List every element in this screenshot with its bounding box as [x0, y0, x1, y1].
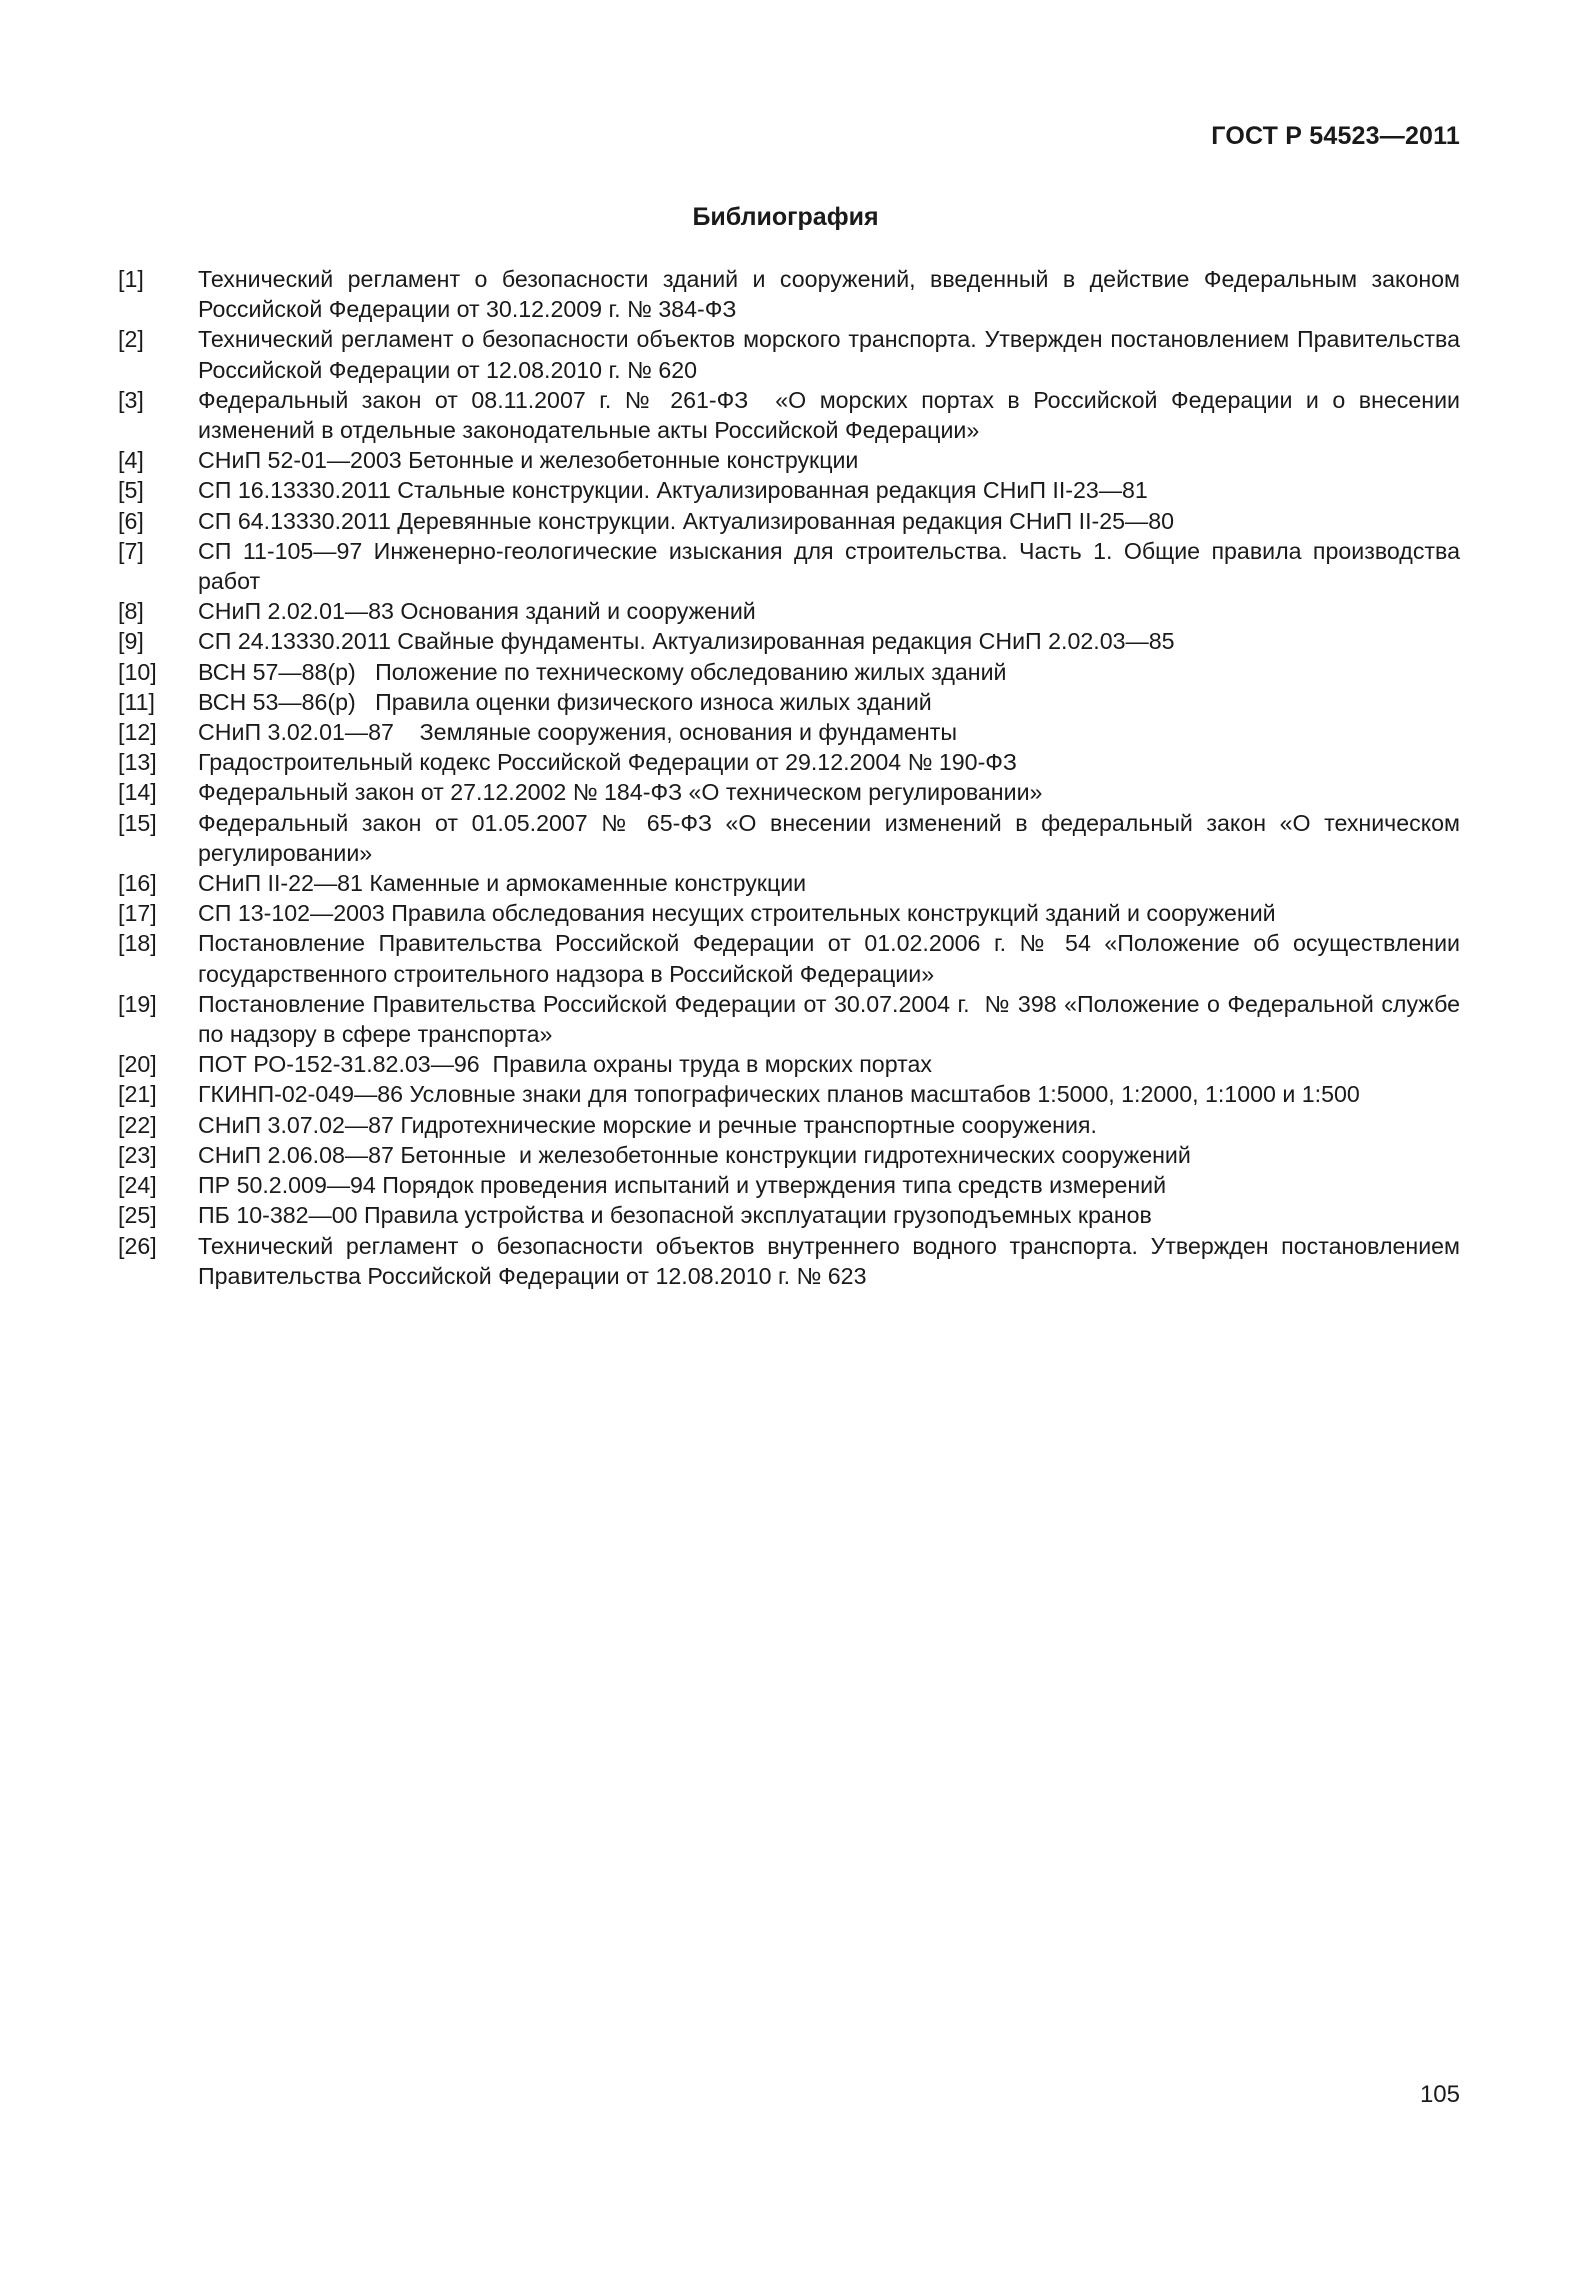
bibliography-entry [118, 989, 1467, 1049]
entry-number: [4] [118, 447, 144, 474]
entry-number: [25] [118, 1202, 157, 1229]
entry-text: СП 13-102—2003 Правила обследования несущих строительных конструкций зданий и сооружений [198, 900, 1276, 927]
entry-text: СП 16.13330.2011 Стальные конструкции. Актуализированная редакция СНиП II-23—81 [198, 477, 1148, 504]
entry-number: [7] [118, 537, 144, 564]
entry-text: ГКИНП-02-049—86 Условные знаки для топографических планов масштабов 1:5000, 1:2000, 1:1000 и 1:500 [198, 1081, 1360, 1108]
bibliography-entry [118, 868, 1460, 898]
entry-number: [21] [118, 1081, 157, 1108]
page-title: Библиография [692, 203, 879, 231]
entry-number: [19] [118, 990, 157, 1017]
entry-number: [24] [118, 1172, 157, 1199]
entry-number: [9] [118, 628, 144, 655]
entry-text: СНиП 2.02.01—83 Основания зданий и сооружений [198, 598, 756, 625]
page-number: 105 [1419, 2081, 1460, 2108]
entry-text: Федеральный закон от 08.11.2007 г. № 261-ФЗ «О морских портах в Российской Федерации и о внесении изменений в отдельные законодательные акты Российской Федерации» [198, 386, 1467, 444]
bibliography-entry [118, 596, 1460, 626]
entry-number: [14] [118, 779, 157, 806]
entry-text: ВСН 57—88(р) Положение по техническому обследованию жилых зданий [198, 658, 1007, 685]
entry-text: ПОТ РО-152-31.82.03—96 Правила охраны труда в морских портах [198, 1051, 932, 1078]
entry-text: Федеральный закон от 27.12.2002 № 184-ФЗ «О техническом регулировании» [198, 779, 1043, 806]
bibliography-entry [118, 898, 1460, 928]
entry-number: [11] [118, 688, 155, 715]
entry-number: [5] [118, 477, 144, 504]
entry-text: Градостроительный кодекс Российской Федерации от 29.12.2004 № 190-ФЗ [198, 749, 1017, 776]
entry-number: [13] [118, 749, 157, 776]
bibliography-entry [118, 1079, 1460, 1109]
bibliography-entry [118, 264, 1467, 324]
entry-text: Технический регламент о безопасности зданий и сооружений, введенный в действие Федеральным законом Российской Федерации от 30.12.2009 г. № 384-ФЗ [198, 266, 1467, 323]
bibliography-list [118, 264, 1467, 1291]
bibliography-entry [118, 385, 1467, 445]
entry-text: ПР 50.2.009—94 Порядок проведения испытаний и утверждения типа средств измерений [198, 1172, 1167, 1199]
bibliography-entry [118, 1170, 1460, 1200]
entry-number: [2] [118, 326, 144, 353]
entry-number: [23] [118, 1141, 157, 1168]
bibliography-entry [118, 1231, 1467, 1291]
entry-number: [3] [118, 386, 144, 413]
entry-number: [15] [118, 809, 157, 836]
entry-text: СНиП 3.07.02—87 Гидротехнические морские и речные транспортные сооружения. [198, 1111, 1097, 1138]
bibliography-entry [118, 687, 1460, 717]
entry-text: СП 11-105—97 Инженерно-геологические изыскания для строительства. Часть 1. Общие правила производства работ [198, 537, 1467, 595]
entry-text: СНиП 52-01—2003 Бетонные и железобетонные конструкции [198, 447, 859, 474]
bibliography-entry [118, 1110, 1460, 1140]
entry-text: СП 24.13330.2011 Свайные фундаменты. Актуализированная редакция СНиП 2.02.03—85 [198, 628, 1175, 655]
entry-text: СНиП 2.06.08—87 Бетонные и железобетонные конструкции гидротехнических сооружений [198, 1141, 1191, 1168]
bibliography-entry [118, 536, 1467, 596]
entry-number: [17] [118, 900, 157, 927]
bibliography-entry [118, 506, 1460, 536]
entry-text: СНиП II-22—81 Каменные и армокаменные конструкции [198, 870, 807, 897]
entry-text: Постановление Правительства Российской Федерации от 30.07.2004 г. № 398 «Положение о Федеральной службе по надзору в сфере транспорта» [198, 990, 1467, 1048]
bibliography-entry [118, 928, 1467, 988]
bibliography-entry [118, 717, 1460, 747]
bibliography-entry [118, 657, 1460, 687]
bibliography-entry [118, 777, 1460, 807]
entry-text: СП 64.13330.2011 Деревянные конструкции. Актуализированная редакция СНиП II-25—80 [198, 507, 1175, 534]
entry-number: [6] [118, 507, 144, 534]
bibliography-entry [118, 626, 1460, 656]
entry-number: [12] [118, 719, 157, 746]
entry-text: Технический регламент о безопасности объектов внутреннего водного транспорта. Утвержден постановлением Правительства Российской Федерации от 12.08.2010 г. № 623 [198, 1232, 1467, 1289]
entry-number: [16] [118, 870, 157, 897]
bibliography-entry [118, 1200, 1460, 1230]
entry-number: [1] [118, 266, 144, 292]
entry-text: СНиП 3.02.01—87 Земляные сооружения, основания и фундаменты [198, 719, 958, 746]
document-standard-number: ГОСТ Р 54523—2011 [1211, 122, 1460, 150]
entry-number: [20] [118, 1051, 157, 1078]
entry-number: [8] [118, 598, 144, 625]
entry-number: [22] [118, 1111, 157, 1138]
bibliography-entry [118, 808, 1467, 868]
entry-text: Постановление Правительства Российской Федерации от 01.02.2006 г. № 54 «Положение об осуществлении государственного строительного надзора в Российской Федерации» [198, 930, 1467, 987]
entry-text: ПБ 10-382—00 Правила устройства и безопасной эксплуатации грузоподъемных кранов [198, 1202, 1152, 1229]
entry-text: ВСН 53—86(р) Правила оценки физического износа жилых зданий [198, 688, 932, 715]
entry-text: Технический регламент о безопасности объектов морского транспорта. Утвержден постановлением Правительства Российской Федерации от 12.08.2010 г. № 620 [198, 326, 1467, 383]
bibliography-entry [118, 747, 1460, 777]
bibliography-entry [118, 1049, 1460, 1079]
entry-text: Федеральный закон от 01.05.2007 № 65-ФЗ «О внесении изменений в федеральный закон «О техническом регулировании» [198, 809, 1467, 866]
bibliography-entry [118, 1140, 1460, 1170]
bibliography-entry [118, 445, 1460, 475]
entry-number: [18] [118, 930, 157, 957]
entry-number: [26] [118, 1232, 157, 1259]
bibliography-entry [118, 475, 1460, 505]
bibliography-entry [118, 324, 1467, 384]
entry-number: [10] [118, 658, 157, 685]
